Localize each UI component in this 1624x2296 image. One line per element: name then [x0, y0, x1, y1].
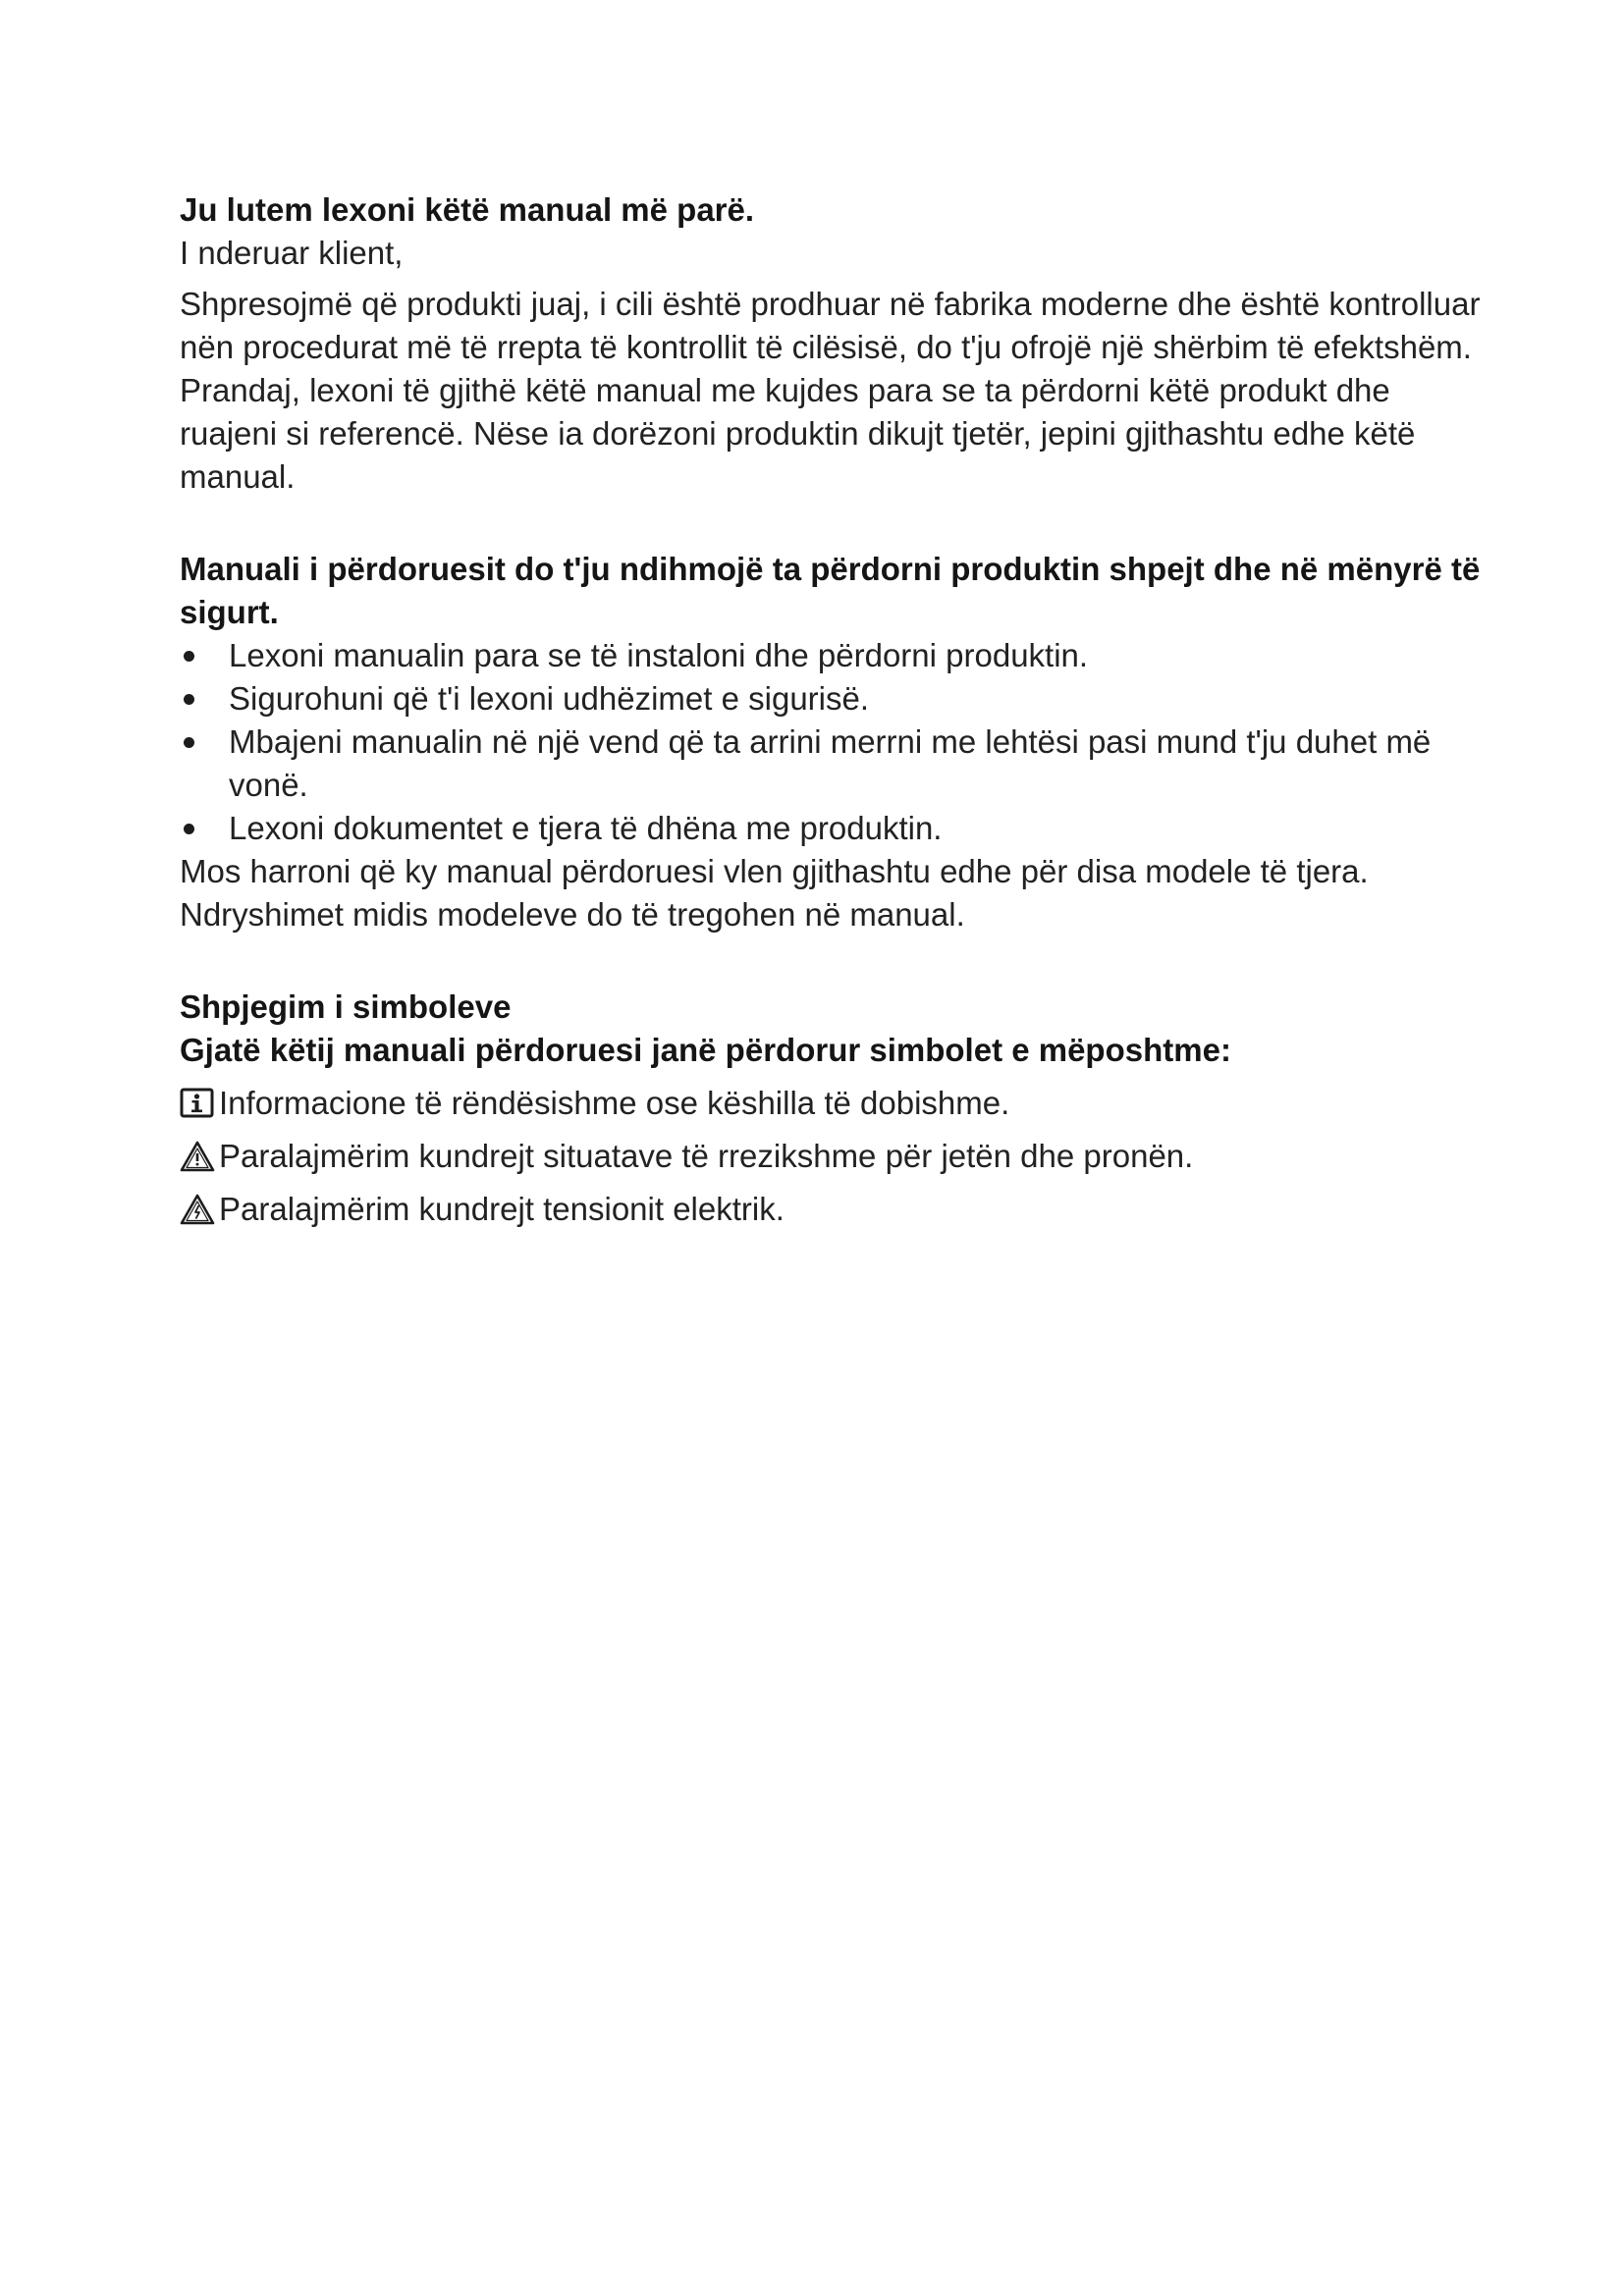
symbol-item-info — [180, 1082, 1486, 1125]
usage-heading: Manuali i përdoruesit do t'ju ndihmojë ta përdorni produktin shpejt dhe në mënyrë të sigurt. — [180, 551, 1481, 630]
bullet-icon — [184, 694, 194, 705]
intro-paragraph-1: Shpresojmë që produkti juaj, i cili është prodhuar në fabrika moderne dhe është kontrolluar nën procedurat më të rrepta të kontrollit të cilësisë, do t'ju ofrojë një shërbim të efektshëm. — [180, 286, 1481, 365]
symbol-text: Paralajmërim kundrejt situatave të rrezikshme për jetën dhe pronën. — [219, 1138, 1194, 1174]
intro-section — [180, 188, 1486, 499]
models-note: Mos harroni që ky manual përdoruesi vlen gjithashtu edhe për disa modele të tjera. Ndryshimet midis modeleve do të tregohen në manual. — [180, 853, 1369, 933]
symbol-text: Paralajmërim kundrejt tensionit elektrik. — [219, 1191, 785, 1227]
bullet-icon — [184, 824, 194, 834]
intro-heading: Ju lutem lexoni këtë manual më parë. — [180, 191, 755, 228]
list-item-text: Lexoni manualin para se të instaloni dhe përdorni produktin. — [229, 637, 1089, 673]
symbols-heading: Shpjegim i simboleve — [180, 988, 512, 1025]
usage-section — [180, 548, 1486, 936]
symbols-section — [180, 986, 1486, 1231]
symbol-text: Informacione të rëndësishme ose këshilla të dobishme. — [219, 1085, 1010, 1121]
symbols-subheading: Gjatë këtij manuali përdoruesi janë përdorur simbolet e mëposhtme: — [180, 1032, 1231, 1068]
list-item-text: Lexoni dokumentet e tjera të dhëna me produktin. — [229, 810, 943, 846]
intro-paragraph-2: Prandaj, lexoni të gjithë këtë manual me kujdes para se ta përdorni këtë produkt dhe ruajeni si referencë. Nëse ia dorëzoni produktin dikujt tjetër, jepini gjithashtu edhe këtë manual. — [180, 372, 1416, 495]
symbol-item-warning — [180, 1135, 1486, 1178]
bullet-icon — [184, 651, 194, 662]
symbol-item-electric — [180, 1188, 1486, 1231]
bullet-icon — [184, 737, 194, 748]
list-item-text: Mbajeni manualin në një vend që ta arrini merrni me lehtësi pasi mund t'ju duhet më vonë. — [229, 723, 1432, 803]
list-item — [180, 807, 1486, 850]
manual-page — [180, 188, 1486, 1231]
list-item-text: Sigurohuni që t'i lexoni udhëzimet e sigurisë. — [229, 680, 870, 717]
list-item — [180, 677, 1486, 721]
list-item — [180, 721, 1486, 807]
usage-bullet-list — [180, 634, 1486, 850]
warning-triangle-icon — [180, 1140, 215, 1173]
list-item — [180, 634, 1486, 677]
info-icon — [180, 1087, 215, 1120]
greeting: I nderuar klient, — [180, 235, 404, 271]
electric-warning-icon — [180, 1193, 215, 1226]
